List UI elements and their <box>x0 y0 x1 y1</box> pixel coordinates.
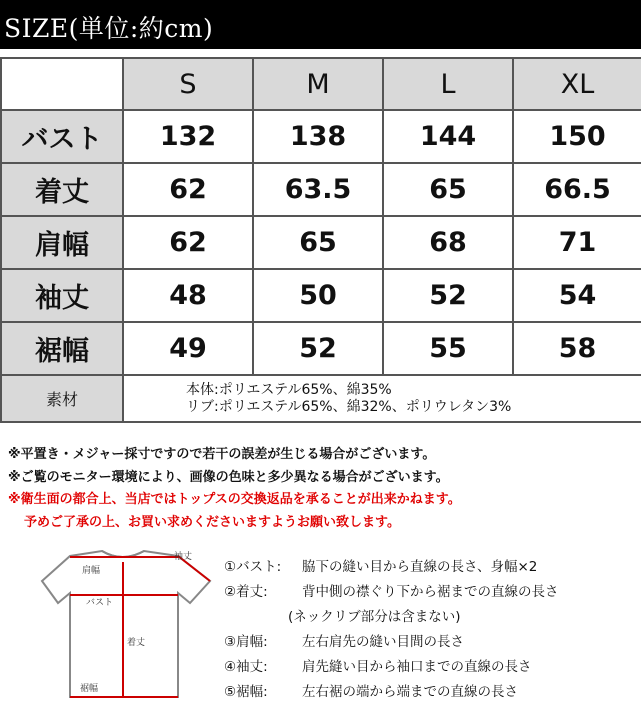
notes <box>8 444 461 534</box>
table-cell: 65 <box>253 216 383 269</box>
material-line-body: 本体:ポリエステル65%、綿35% <box>186 381 392 398</box>
size-header <box>0 0 641 49</box>
row-label: 肩幅 <box>1 216 123 269</box>
row-label: バスト <box>1 110 123 163</box>
table-cell: 58 <box>513 322 641 375</box>
table-cell: 150 <box>513 110 641 163</box>
legend-text: 背中側の襟ぐり下から裾までの直線の長さ <box>302 584 559 600</box>
table-cell: 138 <box>253 110 383 163</box>
table-cell: 54 <box>513 269 641 322</box>
shoulder-label: 肩幅 <box>82 566 101 576</box>
table-cell: 62 <box>123 163 253 216</box>
length-label: 着丈 <box>127 638 146 648</box>
legend-item <box>224 555 559 580</box>
material-line-rib: リブ:ポリエステル65%、綿32%、ポリウレタン3% <box>186 398 512 415</box>
tshirt-diagram <box>40 545 225 705</box>
table-cell: 144 <box>383 110 513 163</box>
table-corner <box>1 58 123 110</box>
table-row-material <box>1 375 641 422</box>
size-header-row <box>1 58 641 110</box>
legend-label: ②着丈: <box>224 584 268 600</box>
size-col-s: S <box>123 58 253 110</box>
table-cell: 48 <box>123 269 253 322</box>
measurement-legend <box>224 555 559 705</box>
table-row-length <box>1 163 641 216</box>
legend-item <box>224 680 559 705</box>
table-cell: 55 <box>383 322 513 375</box>
table-row-sleeve <box>1 269 641 322</box>
table-row-hem <box>1 322 641 375</box>
size-col-m: M <box>253 58 383 110</box>
legend-text: (ネックリブ部分は含まない) <box>288 609 461 625</box>
legend-text: 左右裾の端から端までの直線の長さ <box>302 684 518 700</box>
table-cell: 71 <box>513 216 641 269</box>
hem-label: 裾幅 <box>80 684 99 694</box>
legend-item <box>224 630 559 655</box>
row-label: 着丈 <box>1 163 123 216</box>
material-text <box>123 375 641 422</box>
sleeve-label: 袖丈 <box>174 552 193 562</box>
size-col-xl: XL <box>513 58 641 110</box>
bust-label: バスト <box>86 598 114 608</box>
note-monitor: ※ご覧のモニター環境により、画像の色味と多少異なる場合がございます。 <box>8 469 449 485</box>
table-cell: 66.5 <box>513 163 641 216</box>
table-cell: 65 <box>383 163 513 216</box>
tshirt-outline <box>42 551 210 697</box>
legend-text: 肩先縫い目から袖口までの直線の長さ <box>302 659 532 675</box>
legend-label: ①バスト: <box>224 559 282 575</box>
size-table <box>0 57 641 423</box>
legend-label: ⑤裾幅: <box>224 684 268 700</box>
table-cell: 52 <box>383 269 513 322</box>
table-cell: 52 <box>253 322 383 375</box>
legend-label: ③肩幅: <box>224 634 268 650</box>
note-measure: ※平置き・メジャー採寸ですので若干の誤差が生じる場合がございます。 <box>8 447 436 462</box>
table-cell: 68 <box>383 216 513 269</box>
legend-item <box>224 605 559 630</box>
row-label: 裾幅 <box>1 322 123 375</box>
table-row-shoulder <box>1 216 641 269</box>
table-cell: 49 <box>123 322 253 375</box>
row-label: 素材 <box>1 375 123 422</box>
note-return: ※衛生面の都合上、当店ではトップスの交換返品を承ることが出来かねます。 <box>8 492 461 507</box>
size-title: SIZE(単位:約cm) <box>4 14 214 43</box>
row-label: 袖丈 <box>1 269 123 322</box>
legend-label: ④袖丈: <box>224 659 268 675</box>
table-cell: 132 <box>123 110 253 163</box>
legend-text: 左右肩先の縫い目間の長さ <box>302 634 464 650</box>
table-cell: 50 <box>253 269 383 322</box>
note-apology: 予めご了承の上、お買い求めくださいますようお願い致します。 <box>24 514 400 530</box>
table-cell: 63.5 <box>253 163 383 216</box>
legend-item <box>224 580 559 605</box>
table-row-bust <box>1 110 641 163</box>
legend-text: 脇下の縫い目から直線の長さ、身幅×2 <box>302 559 538 575</box>
table-cell: 62 <box>123 216 253 269</box>
legend-item <box>224 655 559 680</box>
size-col-l: L <box>383 58 513 110</box>
